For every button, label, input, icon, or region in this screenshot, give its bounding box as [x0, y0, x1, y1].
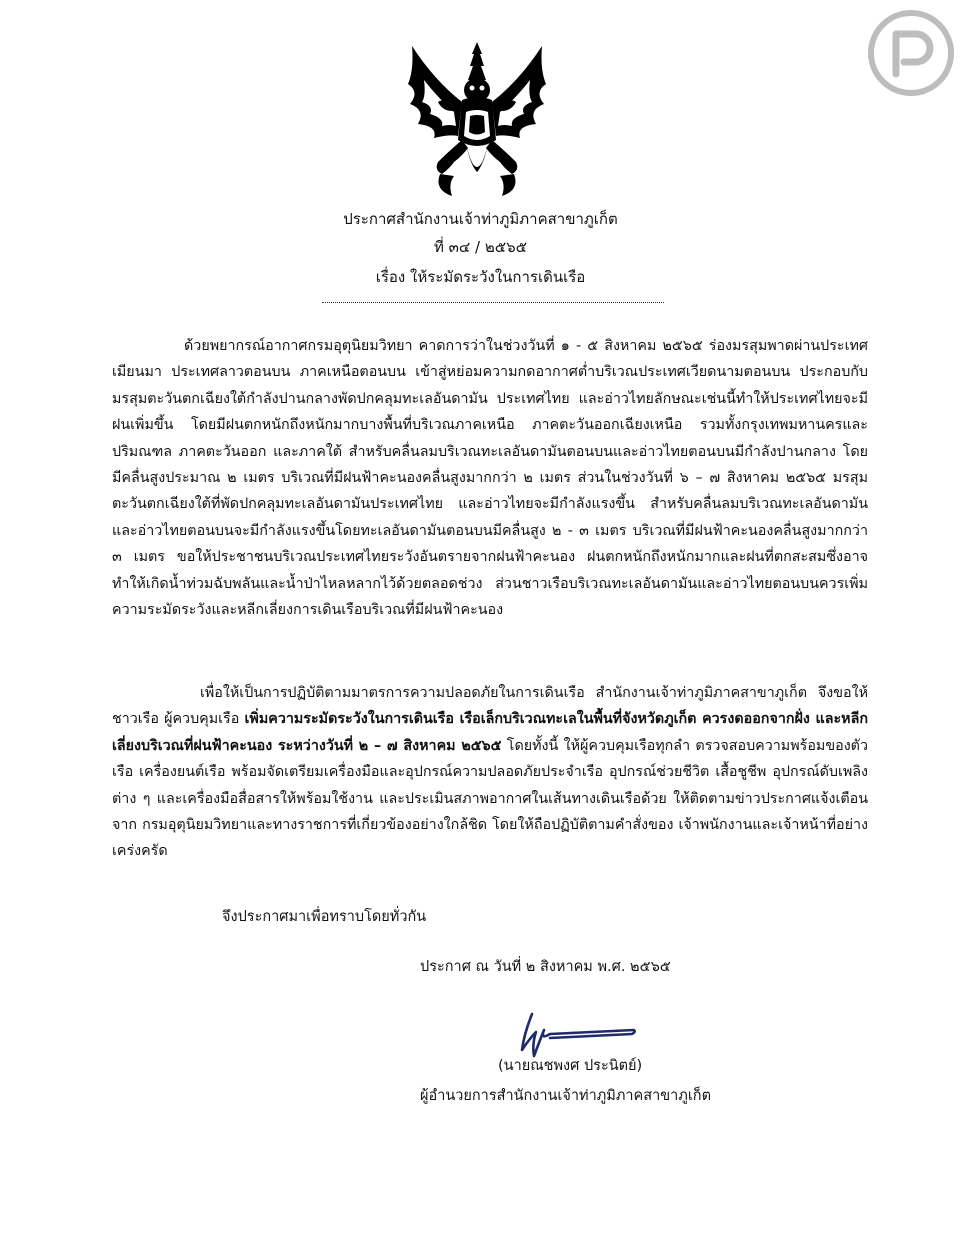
signer-name: (นายณชพงศ ประนิตย์): [498, 1058, 643, 1074]
paragraph2-emphasis: เพิ่มความระมัดระวังในการเดินเรือ เรือเล็กบริเวณทะเลในพื้นที่จังหวัดภูเก็ต ควรงดออกจากฝั่ง และหลีกเลี่ยงบริเวณที่ฝนฟ้าคะนอง ระหว่างวันที่ ๒ – ๗ สิงหาคม ๒๕๖๕: [112, 711, 868, 754]
paragraph-safety-measures: [112, 680, 868, 865]
dotted-divider: [322, 302, 664, 303]
handwritten-signature: [510, 1010, 640, 1060]
announcement-date: ประกาศ ณ วันที่ ๒ สิงหาคม พ.ศ. ๒๕๖๕: [420, 959, 671, 975]
announcement-title: ประกาศสำนักงานเจ้าท่าภูมิภาคสาขาภูเก็ต: [343, 210, 618, 228]
paragraph-weather-forecast: ด้วยพยากรณ์อากาศกรมอุตุนิยมวิทยา คาดการว่าในช่วงวันที่ ๑ - ๕ สิงหาคม ๒๕๖๕ ร่องมรสุมพาดผ่านประเทศเมียนมา ประเทศลาวตอนบน ภาคเหนือตอนบน เข้าสู่หย่อมความกดอากาศต่ำบริเวณประเทศเวียดนามตอนบน ประกอบกับมรสุมตะวันตกเฉียงใต้กำลังปานกลางพัดปกคลุมทะเลอันดามัน ประเทศไทย และอ่าวไทยลักษณะเช่นนี้ทำให้ประเทศไทยจะมีฝนเพิ่มขึ้น โดยมีฝนตกหนักถึงหนักมากบางพื้นที่บริเวณภาคเหนือ ภาคตะวันออกเฉียงเหนือ รวมทั้งกรุงเทพมหานครและปริมณฑล ภาคตะวันออก และภาคใต้ สำหรับคลื่นลมบริเวณทะเลอันดามันตอนบนและอ่าวไทยตอนบนมีกำลังปานกลาง โดยมีคลื่นสูงประมาณ ๒ เมตร บริเวณที่มีฝนฟ้าคะนองคลื่นสูงมากกว่า ๒ เมตร ส่วนในช่วงวันที่ ๖ – ๗ สิงหาคม ๒๕๖๕ มรสุมตะวันตกเฉียงใต้ที่พัดปกคลุมทะเลอันดามันประเทศไทย และอ่าวไทยจะมีกำลังแรงขึ้น สำหรับคลื่นลมบริเวณทะเลอันดามันและอ่าวไทยตอนบนจะมีกำลังแรงขึ้นโดยทะเลอันดามันตอนบนมีคลื่นสูง ๒ - ๓ เมตร บริเวณที่มีฝนฟ้าคะนองคลื่นสูงมากกว่า ๓ เมตร ขอให้ประชาชนบริเวณประเทศไทยระวังอันตรายจากฝนฟ้าคะนอง ฝนตกหนักถึงหนักมากและฝนที่ตกสะสมซึ่งอาจทำให้เกิดน้ำท่วมฉับพลันและน้ำป่าไหลหลากไว้ด้วยตลอดช่วง ส่วนชาวเรือบริเวณทะเลอันดามันและอ่าวไทยตอนบนควรเพิ่มความระมัดระวังและหลีกเลี่ยงการเดินเรือบริเวณที่มีฝนฟ้าคะนอง: [112, 338, 868, 619]
closing-statement: จึงประกาศมาเพื่อทราบโดยทั่วกัน: [222, 909, 427, 925]
paragraph2-end: โดยทั้งนี้ ให้ผู้ควบคุมเรือทุกลำ ตรวจสอบความพร้อมของตัวเรือ เครื่องยนต์เรือ พร้อมจัดเตรียมเครื่องมือและอุปกรณ์ความปลอดภัยประจำเรือ อุปกรณ์ช่วยชีวิต เสื้อชูชีพ อุปกรณ์ดับเพลิงต่าง ๆ และเครื่องมือสื่อสารให้พร้อมใช้งาน และประเมินสภาพอากาศในเส้นทางเดินเรือด้วย ให้ติดตามข่าวประกาศแจ้งเตือนจาก กรมอุตุนิยมวิทยาและทางราชการที่เกี่ยวข้องอย่างใกล้ชิด โดยให้ถือปฏิบัติตามคำสั่งของ เจ้าพนักงานและเจ้าหน้าที่อย่างเคร่งครัด: [112, 737, 868, 860]
signer-title: ผู้อำนวยการสำนักงานเจ้าท่าภูมิภาคสาขาภูเก็ต: [420, 1088, 711, 1104]
paragraph2-start: เพื่อให้เป็นการปฏิบัติตามมาตรการความปลอดภัยในการเดินเรือ สำนักงานเจ้าท่าภูมิภาคสาขาภูเก็ต จึงขอให้ชาวเรือ ผู้ควบคุมเรือ: [112, 685, 868, 728]
watermark-logo-icon: [866, 8, 956, 98]
announcement-number: ที่ ๓๔ / ๒๕๖๕: [434, 238, 527, 256]
garuda-emblem-icon: [404, 40, 550, 198]
announcement-subject: เรื่อง ให้ระมัดระวังในการเดินเรือ: [375, 268, 586, 286]
